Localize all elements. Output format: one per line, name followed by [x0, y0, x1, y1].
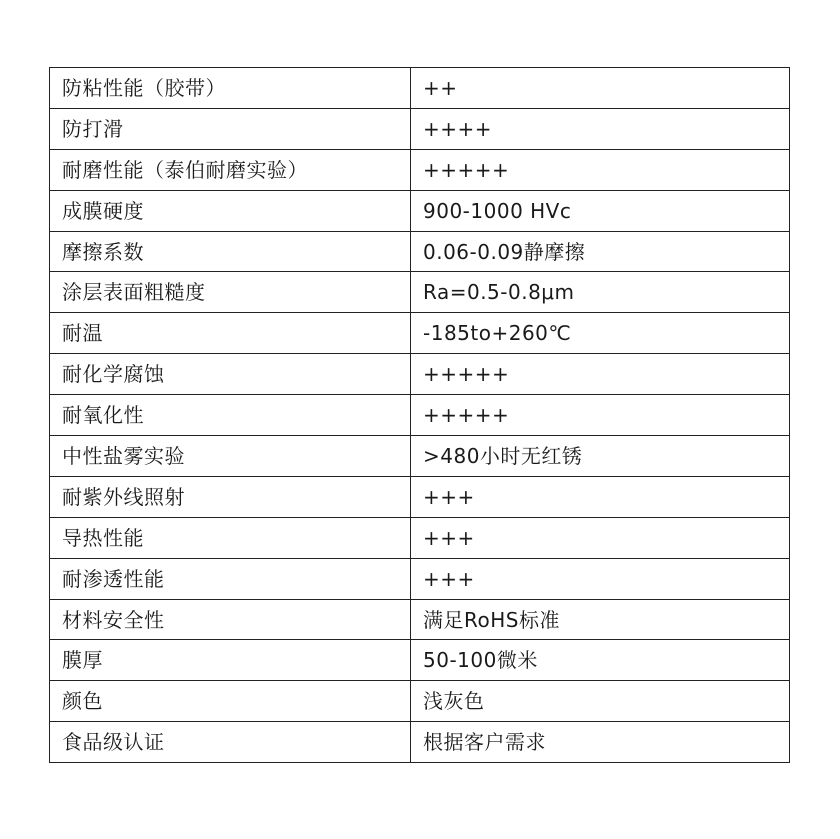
property-cell: 成膜硬度 — [50, 190, 411, 231]
value-cell: +++++ — [411, 149, 790, 190]
value-cell: ++ — [411, 68, 790, 109]
table-row — [50, 640, 790, 681]
value-cell: ++++ — [411, 108, 790, 149]
value-cell: +++ — [411, 517, 790, 558]
table-row — [50, 108, 790, 149]
value-cell: 根据客户需求 — [411, 722, 790, 763]
value-cell: +++ — [411, 476, 790, 517]
table-row — [50, 517, 790, 558]
property-cell: 膜厚 — [50, 640, 411, 681]
value-cell: +++++ — [411, 395, 790, 436]
table-row — [50, 68, 790, 109]
property-cell: 中性盐雾实验 — [50, 436, 411, 477]
table-row — [50, 681, 790, 722]
table-row — [50, 272, 790, 313]
property-cell: 防粘性能（胶带） — [50, 68, 411, 109]
value-cell: >480小时无红锈 — [411, 436, 790, 477]
property-cell: 耐温 — [50, 313, 411, 354]
property-cell: 耐紫外线照射 — [50, 476, 411, 517]
property-cell: 食品级认证 — [50, 722, 411, 763]
value-cell: +++++ — [411, 354, 790, 395]
value-cell: +++ — [411, 558, 790, 599]
table-row — [50, 476, 790, 517]
table-row — [50, 231, 790, 272]
spec-table — [49, 67, 790, 763]
value-cell: Ra=0.5-0.8μm — [411, 272, 790, 313]
table-row — [50, 313, 790, 354]
table-row — [50, 558, 790, 599]
value-cell: 满足RoHS标准 — [411, 599, 790, 640]
property-cell: 耐化学腐蚀 — [50, 354, 411, 395]
property-cell: 耐氧化性 — [50, 395, 411, 436]
table-row — [50, 395, 790, 436]
table-row — [50, 722, 790, 763]
value-cell: -185to+260℃ — [411, 313, 790, 354]
table-row — [50, 354, 790, 395]
table-row — [50, 149, 790, 190]
property-cell: 摩擦系数 — [50, 231, 411, 272]
value-cell: 50-100微米 — [411, 640, 790, 681]
property-cell: 涂层表面粗糙度 — [50, 272, 411, 313]
value-cell: 浅灰色 — [411, 681, 790, 722]
property-cell: 颜色 — [50, 681, 411, 722]
value-cell: 0.06-0.09静摩擦 — [411, 231, 790, 272]
table-row — [50, 599, 790, 640]
property-cell: 材料安全性 — [50, 599, 411, 640]
value-cell: 900-1000 HVc — [411, 190, 790, 231]
spec-table-body — [50, 68, 790, 763]
property-cell: 导热性能 — [50, 517, 411, 558]
property-cell: 防打滑 — [50, 108, 411, 149]
property-cell: 耐磨性能（泰伯耐磨实验） — [50, 149, 411, 190]
property-cell: 耐渗透性能 — [50, 558, 411, 599]
table-row — [50, 190, 790, 231]
table-row — [50, 436, 790, 477]
